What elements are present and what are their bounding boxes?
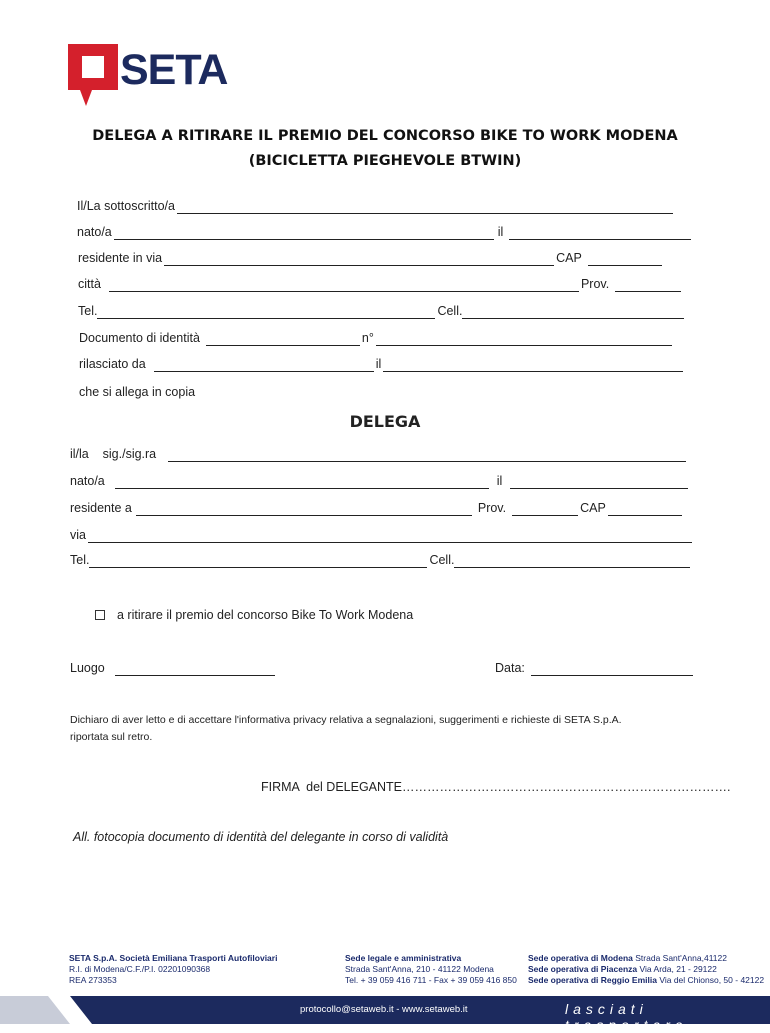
input-nato[interactable] — [114, 227, 494, 240]
label-delegato-nato: nato/a — [70, 474, 105, 488]
input-delegato-cap[interactable] — [608, 503, 682, 516]
label-citta: città — [78, 277, 101, 291]
label-numero: n° — [361, 331, 374, 345]
field-delegato-via — [70, 527, 694, 543]
document-title-line1: DELEGA A RITIRARE IL PREMIO DEL CONCORSO BIKE TO WORK MODENA — [92, 128, 678, 144]
input-delegato-il[interactable] — [510, 476, 688, 489]
input-delegato-nome[interactable] — [168, 449, 686, 462]
field-nato — [77, 224, 693, 240]
footer-company-name: SETA S.p.A. Società Emiliana Trasporti Autofiloviari — [69, 953, 278, 963]
footer-contacts[interactable]: protocollo@setaweb.it - www.setaweb.it — [300, 1004, 468, 1015]
input-il-rilascio[interactable] — [383, 359, 683, 372]
label-rilasciato: rilasciato da — [79, 357, 146, 371]
footer-sede-reggio: Via del Chionso, 50 - 42122 — [659, 975, 765, 985]
document-title-line2: (BICICLETTA PIEGHEVOLE BTWIN) — [248, 153, 522, 169]
label-residente: residente in via — [78, 251, 163, 265]
input-residente-via[interactable] — [164, 253, 554, 266]
logo-text: SETA — [120, 46, 228, 94]
input-sottoscritto[interactable] — [177, 201, 673, 214]
privacy-statement — [70, 712, 710, 746]
field-delegato-sig — [70, 446, 688, 462]
footer-sede-piacenza-label: Sede operativa di Piacenza — [528, 964, 638, 974]
field-sottoscritto — [77, 198, 675, 214]
field-tel — [78, 303, 686, 319]
input-cell[interactable] — [462, 306, 684, 319]
field-luogo — [70, 660, 277, 676]
footer-sede-modena-label: Sede operativa di Modena — [528, 953, 633, 963]
input-luogo[interactable] — [115, 663, 275, 676]
input-rilasciato[interactable] — [154, 359, 374, 372]
field-documento — [79, 330, 674, 346]
label-delegato-cell: Cell. — [429, 553, 455, 567]
footer-company-ri: R.I. di Modena/C.F./P.I. 02201090368 — [69, 964, 211, 974]
input-tel[interactable] — [97, 306, 435, 319]
footer-sede-legale-address: Strada Sant'Anna, 210 - 41122 Modena — [345, 964, 494, 974]
footer-company-rea: REA 273353 — [69, 975, 117, 985]
ritiro-checkbox[interactable] — [95, 610, 105, 620]
firma-delegante[interactable]: FIRMA del DELEGANTE……………………………………………………………………. — [261, 780, 731, 794]
label-il: il — [497, 225, 504, 239]
footer-tagline: lasciati trasportare — [565, 1001, 688, 1033]
footer-sede-reggio-label: Sede operativa di Reggio Emilia — [528, 975, 657, 985]
label-delegato-il: il — [496, 474, 503, 488]
input-data[interactable] — [531, 663, 693, 676]
input-cap[interactable] — [588, 253, 662, 266]
input-delegato-prov[interactable] — [512, 503, 578, 516]
footer-sede-legale — [345, 953, 517, 986]
footer-sede-legale-phone: Tel. + 39 059 416 711 - Fax + 39 059 416 850 — [345, 975, 517, 985]
label-documento: Documento di identità — [79, 331, 200, 345]
section-heading-delega: DELEGA — [349, 412, 421, 431]
field-residente — [78, 250, 664, 266]
footer-sede-legale-title: Sede legale e amministrativa — [345, 953, 462, 963]
footer-sede-piacenza: Via Arda, 21 - 29122 — [639, 964, 717, 974]
input-delegato-cell[interactable] — [454, 555, 690, 568]
label-delegato-via: via — [70, 528, 86, 542]
label-delegato-cap: CAP — [580, 501, 606, 515]
input-delegato-nato[interactable] — [115, 476, 489, 489]
privacy-line-1: Dichiaro di aver letto e di accettare l'informativa privacy relativa a segnalazioni, suggerimenti e richieste di SETA S.p.A. — [70, 714, 622, 726]
label-sig: il/la sig./sig.ra — [70, 447, 157, 461]
input-numero-documento[interactable] — [376, 333, 672, 346]
label-delegato-residente: residente a — [70, 501, 132, 515]
label-prov: Prov. — [580, 277, 610, 291]
footer-sedi-operative — [528, 953, 764, 986]
label-sottoscritto: Il/La sottoscritto/a — [77, 199, 175, 213]
label-data: Data: — [495, 661, 525, 675]
label-il2: il — [375, 357, 382, 371]
label-delegato-tel: Tel. — [70, 553, 90, 567]
label-allega: che si allega in copia — [79, 385, 196, 399]
label-cell: Cell. — [437, 304, 463, 318]
label-nato: nato/a — [77, 225, 112, 239]
seta-logo — [68, 44, 228, 108]
checkbox-label: a ritirare il premio del concorso Bike To Work Modena — [117, 608, 414, 622]
field-citta — [78, 276, 683, 292]
field-delegato-tel — [70, 552, 692, 568]
input-citta[interactable] — [109, 279, 579, 292]
footer-sede-modena: Strada Sant'Anna,41122 — [635, 953, 727, 963]
field-delegato-nato — [70, 473, 690, 489]
input-prov[interactable] — [615, 279, 681, 292]
checkbox-row[interactable] — [95, 607, 413, 623]
logo-mark-icon — [68, 44, 118, 108]
field-allega — [79, 384, 195, 400]
label-luogo: Luogo — [70, 661, 105, 675]
footer-company — [69, 953, 277, 986]
privacy-line-2: riportata sul retro. — [70, 731, 153, 743]
input-documento[interactable] — [206, 333, 360, 346]
input-delegato-via[interactable] — [88, 530, 692, 543]
label-tel: Tel. — [78, 304, 98, 318]
input-il-data-nascita[interactable] — [509, 227, 691, 240]
allegato-note: All. fotocopia documento di identità del delegante in corso di validità — [73, 830, 449, 844]
field-rilasciato — [79, 356, 685, 372]
input-delegato-tel[interactable] — [89, 555, 427, 568]
input-delegato-residente[interactable] — [136, 503, 472, 516]
label-delegato-prov: Prov. — [477, 501, 507, 515]
label-cap: CAP — [556, 251, 582, 265]
field-delegato-residente — [70, 500, 684, 516]
field-data — [495, 660, 695, 676]
